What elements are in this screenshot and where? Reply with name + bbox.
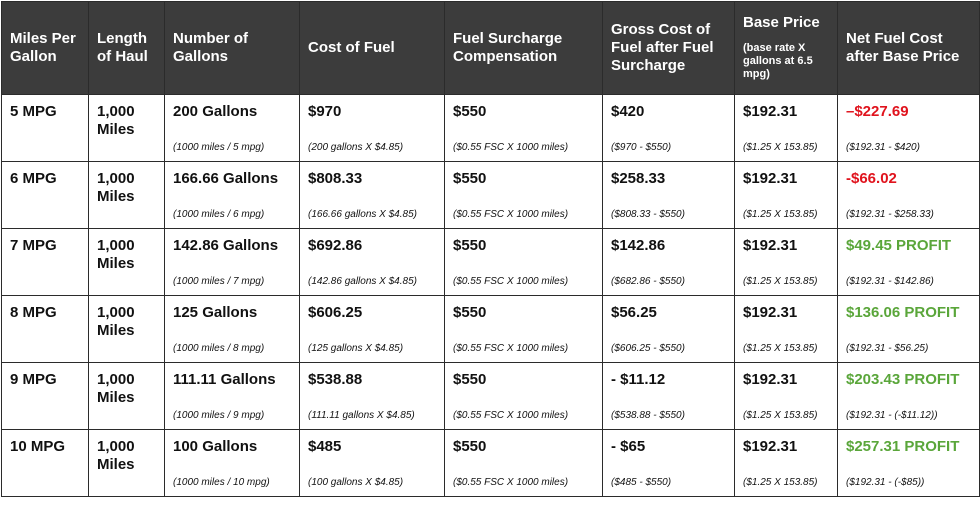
- cell-gallons: [165, 430, 300, 497]
- haul-value: 1,000 Miles: [97, 170, 135, 205]
- cell-net: [838, 296, 980, 363]
- cost-note: (142.86 gallons X $4.85): [308, 276, 417, 287]
- gross-value: $56.25: [611, 304, 657, 321]
- gallons-value: 142.86 Gallons: [173, 237, 279, 254]
- haul-value: 1,000 Miles: [97, 438, 135, 473]
- haul-value: 1,000 Miles: [97, 371, 135, 406]
- cell-gross: [603, 162, 735, 229]
- cell-base: [735, 162, 838, 229]
- table-row: [2, 95, 980, 162]
- cost-note: (100 gallons X $4.85): [308, 477, 404, 488]
- cell-fsc: [445, 296, 603, 363]
- net-value: –$227.69: [846, 103, 909, 120]
- cell-cost: [300, 229, 445, 296]
- base-value: $192.31: [743, 371, 798, 388]
- fsc-value: $550: [453, 371, 487, 388]
- table-row: [2, 363, 980, 430]
- fsc-note: ($0.55 FSC X 1000 miles): [453, 477, 569, 488]
- gross-note: ($970 - $550): [611, 142, 672, 153]
- gross-note: ($606.25 - $550): [611, 343, 685, 354]
- header-row: [2, 2, 980, 95]
- cell-haul: [89, 430, 165, 497]
- cost-note: (111.11 gallons X $4.85): [308, 410, 415, 421]
- cell-base: [735, 229, 838, 296]
- cell-gallons: [165, 296, 300, 363]
- cell-mpg: [2, 229, 89, 296]
- net-note: ($192.31 - $420): [846, 142, 920, 153]
- cell-haul: [89, 229, 165, 296]
- fsc-value: $550: [453, 170, 487, 187]
- header-gross-cost: Gross Cost of Fuel after Fuel Surcharge: [603, 2, 735, 95]
- table-row: [2, 229, 980, 296]
- gross-value: - $11.12: [611, 371, 666, 388]
- cell-cost: [300, 363, 445, 430]
- table-row: [2, 162, 980, 229]
- fsc-value: $550: [453, 103, 487, 120]
- cell-fsc: [445, 430, 603, 497]
- gallons-note: (1000 miles / 10 mpg): [173, 477, 270, 488]
- gross-note: ($485 - $550): [611, 477, 672, 488]
- cell-cost: [300, 296, 445, 363]
- cell-mpg: [2, 363, 89, 430]
- cell-net: [838, 95, 980, 162]
- header-base-price: [735, 2, 838, 95]
- cost-value: $606.25: [308, 304, 363, 321]
- cell-gross: [603, 430, 735, 497]
- gallons-value: 100 Gallons: [173, 438, 258, 455]
- net-note: ($192.31 - $142.86): [846, 276, 934, 287]
- cell-fsc: [445, 162, 603, 229]
- table-body: [2, 95, 980, 497]
- cell-cost: [300, 162, 445, 229]
- mpg-value: 5 MPG: [10, 103, 57, 120]
- net-note: ($192.31 - (-$11.12)): [846, 410, 938, 421]
- cell-haul: [89, 296, 165, 363]
- base-value: $192.31: [743, 170, 798, 187]
- net-value: $49.45 PROFIT: [846, 237, 952, 254]
- cell-net: [838, 162, 980, 229]
- base-value: $192.31: [743, 304, 798, 321]
- fuel-cost-table: [1, 1, 980, 497]
- header-base-price-label: Base Price: [743, 14, 820, 31]
- cell-base: [735, 430, 838, 497]
- mpg-value: 9 MPG: [10, 371, 57, 388]
- header-fuel-surcharge: Fuel Surcharge Compensation: [445, 2, 603, 95]
- gross-note: ($808.33 - $550): [611, 209, 685, 220]
- net-value: $257.31 PROFIT: [846, 438, 960, 455]
- base-note: ($1.25 X 153.85): [743, 343, 818, 354]
- header-net-fuel-cost: Net Fuel Cost after Base Price: [838, 2, 980, 95]
- table-row: [2, 430, 980, 497]
- cost-value: $692.86: [308, 237, 363, 254]
- header-base-price-sub: (base rate X gallons at 6.5 mpg): [743, 42, 813, 80]
- base-note: ($1.25 X 153.85): [743, 209, 818, 220]
- cell-haul: [89, 363, 165, 430]
- cost-value: $485: [308, 438, 342, 455]
- header-length-of-haul: Length of Haul: [89, 2, 165, 95]
- header-number-of-gallons: Number of Gallons: [165, 2, 300, 95]
- cell-cost: [300, 95, 445, 162]
- fsc-note: ($0.55 FSC X 1000 miles): [453, 276, 569, 287]
- base-note: ($1.25 X 153.85): [743, 410, 818, 421]
- gross-value: - $65: [611, 438, 646, 455]
- cost-value: $538.88: [308, 371, 363, 388]
- cell-mpg: [2, 296, 89, 363]
- mpg-value: 10 MPG: [10, 438, 66, 455]
- net-value: $136.06 PROFIT: [846, 304, 960, 321]
- cell-mpg: [2, 430, 89, 497]
- gallons-value: 166.66 Gallons: [173, 170, 279, 187]
- haul-value: 1,000 Miles: [97, 103, 135, 138]
- cost-note: (200 gallons X $4.85): [308, 142, 404, 153]
- cell-gross: [603, 229, 735, 296]
- cell-gross: [603, 363, 735, 430]
- fsc-value: $550: [453, 304, 487, 321]
- net-note: ($192.31 - (-$85)): [846, 477, 925, 488]
- cost-value: $970: [308, 103, 342, 120]
- cell-mpg: [2, 95, 89, 162]
- table-row: [2, 296, 980, 363]
- gross-value: $258.33: [611, 170, 666, 187]
- gallons-note: (1000 miles / 9 mpg): [173, 410, 265, 421]
- cell-gallons: [165, 162, 300, 229]
- fsc-note: ($0.55 FSC X 1000 miles): [453, 209, 569, 220]
- cell-mpg: [2, 162, 89, 229]
- base-value: $192.31: [743, 103, 798, 120]
- gallons-value: 125 Gallons: [173, 304, 258, 321]
- cell-haul: [89, 162, 165, 229]
- header-miles-per-gallon: Miles Per Gallon: [2, 2, 89, 95]
- gross-value: $420: [611, 103, 645, 120]
- cell-base: [735, 363, 838, 430]
- gallons-value: 111.11 Gallons: [173, 371, 276, 388]
- base-note: ($1.25 X 153.85): [743, 276, 818, 287]
- cost-note: (166.66 gallons X $4.85): [308, 209, 417, 220]
- cell-gallons: [165, 95, 300, 162]
- cell-fsc: [445, 363, 603, 430]
- gallons-note: (1000 miles / 6 mpg): [173, 209, 265, 220]
- fsc-value: $550: [453, 237, 487, 254]
- header-cost-of-fuel: Cost of Fuel: [300, 2, 445, 95]
- haul-value: 1,000 Miles: [97, 304, 135, 339]
- gallons-value: 200 Gallons: [173, 103, 258, 120]
- cost-note: (125 gallons X $4.85): [308, 343, 404, 354]
- cell-haul: [89, 95, 165, 162]
- fsc-note: ($0.55 FSC X 1000 miles): [453, 343, 569, 354]
- cell-fsc: [445, 95, 603, 162]
- cell-fsc: [445, 229, 603, 296]
- gross-note: ($538.88 - $550): [611, 410, 685, 421]
- cell-cost: [300, 430, 445, 497]
- base-note: ($1.25 X 153.85): [743, 142, 818, 153]
- cell-gross: [603, 95, 735, 162]
- gallons-note: (1000 miles / 7 mpg): [173, 276, 265, 287]
- cell-base: [735, 296, 838, 363]
- haul-value: 1,000 Miles: [97, 237, 135, 272]
- cell-gross: [603, 296, 735, 363]
- net-note: ($192.31 - $56.25): [846, 343, 929, 354]
- cell-base: [735, 95, 838, 162]
- mpg-value: 8 MPG: [10, 304, 57, 321]
- cell-net: [838, 229, 980, 296]
- net-note: ($192.31 - $258.33): [846, 209, 934, 220]
- net-value: -$66.02: [846, 170, 897, 187]
- mpg-value: 6 MPG: [10, 170, 57, 187]
- cell-gallons: [165, 229, 300, 296]
- net-value: $203.43 PROFIT: [846, 371, 960, 388]
- cell-net: [838, 363, 980, 430]
- cell-gallons: [165, 363, 300, 430]
- mpg-value: 7 MPG: [10, 237, 57, 254]
- gross-note: ($682.86 - $550): [611, 276, 685, 287]
- fsc-note: ($0.55 FSC X 1000 miles): [453, 142, 569, 153]
- base-value: $192.31: [743, 438, 798, 455]
- gross-value: $142.86: [611, 237, 666, 254]
- cell-net: [838, 430, 980, 497]
- fsc-value: $550: [453, 438, 487, 455]
- base-value: $192.31: [743, 237, 798, 254]
- gallons-note: (1000 miles / 5 mpg): [173, 142, 265, 153]
- table-header: [2, 2, 980, 95]
- base-note: ($1.25 X 153.85): [743, 477, 818, 488]
- cost-value: $808.33: [308, 170, 363, 187]
- fsc-note: ($0.55 FSC X 1000 miles): [453, 410, 569, 421]
- gallons-note: (1000 miles / 8 mpg): [173, 343, 265, 354]
